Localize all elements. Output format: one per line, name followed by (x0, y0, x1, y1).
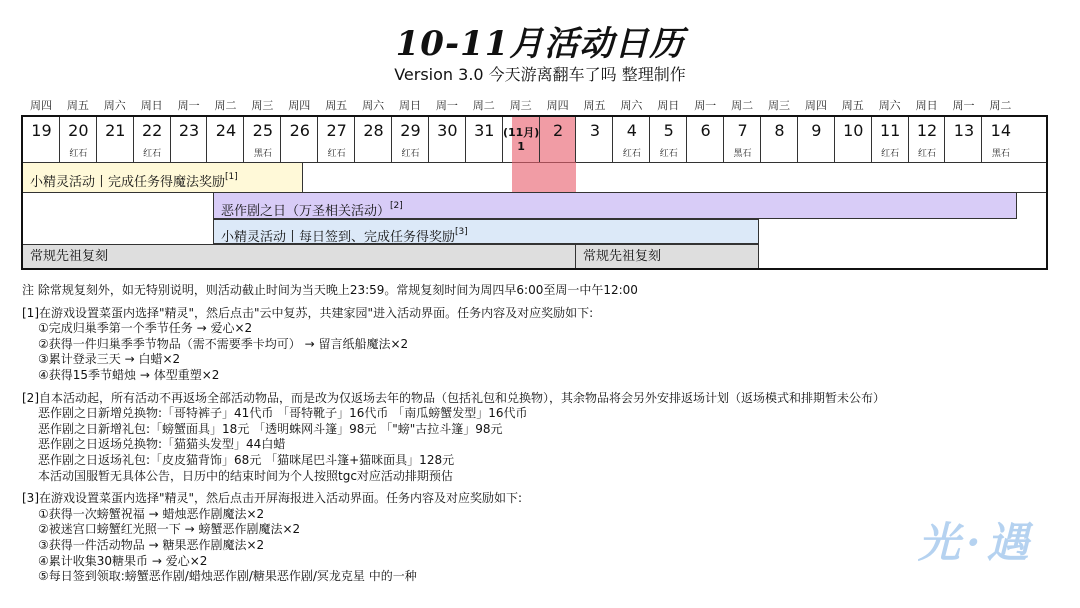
stone-badge: 黑石 (991, 149, 1010, 159)
date-number: 8 (774, 121, 785, 140)
notes-section (22, 283, 1062, 585)
event-ref: [2] (390, 201, 403, 211)
weekday-label: 周三 (251, 99, 274, 112)
date-number: 21 (105, 121, 126, 140)
weekday-label: 周六 (620, 99, 643, 112)
date-number: 12 (916, 121, 938, 140)
date-number: 4 (626, 121, 637, 140)
note-line: ③获得一件活动物品 → 糖果恶作剧魔法×2 (38, 537, 265, 552)
weekday-label: 周五 (841, 99, 864, 112)
date-number: 11 (879, 121, 901, 140)
stone-badge: 红石 (143, 149, 162, 159)
note-line: 恶作剧之日新增兑换物:「哥特裤子」41代币 「哥特靴子」16代币 「南瓜螃蟹发型」16代币 (38, 406, 528, 421)
date-number: 10 (843, 121, 864, 140)
weekday-label: 周三 (509, 99, 532, 112)
date-number: 13 (953, 121, 975, 140)
weekday-label: 周五 (325, 99, 348, 112)
watermark-logo: 光·遇 (918, 518, 1035, 567)
weekday-label: 周二 (472, 99, 495, 112)
date-number: 6 (700, 121, 711, 140)
note-line: 注 除常规复刻外，如无特别说明，则活动截止时间为当天晚上23:59。常规复刻时间为周四早6:00至周一中午12:00 (22, 283, 638, 297)
date-number: 20 (68, 121, 89, 140)
event-label: 常规先祖复刻 (583, 249, 662, 264)
note-line: ②获得一件归巢季季节物品（需不需要季卡均可） → 留言纸船魔法×2 (38, 336, 409, 351)
stone-badge: 红石 (659, 149, 678, 159)
event-bar-ancestor-rerun-2[interactable] (575, 244, 759, 268)
weekday-label: 周一 (177, 99, 200, 112)
date-number: 7 (737, 121, 748, 140)
stone-badge: 红石 (918, 149, 937, 159)
stone-badge: 黑石 (733, 149, 752, 159)
date-number: 5 (663, 121, 674, 140)
note-line: [3]在游戏设置菜蛋内选择"精灵"，然后点击开屏海报进入活动界面。任务内容及对应奖励如下: (22, 491, 523, 506)
page-subtitle: Version 3.0 今天游离翻车了吗 整理制作 (394, 65, 686, 84)
date-number: 19 (31, 121, 52, 140)
date-number: 31 (474, 121, 495, 140)
date-number: 23 (178, 121, 200, 140)
weekday-label: 周四 (804, 99, 827, 112)
date-number: 29 (400, 121, 421, 140)
weekday-label: 周六 (878, 99, 901, 112)
note-line: [2]自本活动起，所有活动不再返场全部活动物品，而是改为仅返场去年的物品（包括礼包和兑换物），其余物品将会另外安排返场计划（返场模式和排期暂未公布） (22, 390, 886, 405)
event-label: 小精灵活动丨每日签到、完成任务得奖励 (221, 230, 456, 244)
date-number: 3 (589, 121, 601, 140)
stone-badge: 红石 (881, 149, 900, 159)
date-number: (11月) 1 (502, 126, 540, 153)
event-ref: [3] (455, 227, 468, 237)
note-line: ②被迷宫口螃蟹红光照一下 → 螃蟹恶作剧魔法×2 (38, 522, 301, 537)
event-bar-ancestor-rerun[interactable] (23, 244, 577, 268)
weekday-label: 周五 (583, 99, 606, 112)
date-number: 2 (552, 121, 564, 140)
date-number: 22 (141, 121, 163, 140)
weekday-label: 周六 (362, 99, 385, 112)
stone-badge: 红石 (69, 149, 88, 159)
calendar-table (21, 115, 1048, 270)
weekday-label: 周四 (288, 99, 311, 112)
weekday-label: 周一 (694, 99, 717, 112)
weekday-label: 周日 (657, 99, 680, 112)
note-line: ④累计收集30糖果币 → 爱心×2 (38, 553, 208, 568)
stone-badge: 红石 (327, 149, 346, 159)
weekday-label: 周四 (30, 99, 52, 112)
weekday-label: 周日 (399, 99, 421, 112)
stone-badge: 黑石 (253, 149, 272, 159)
note-line: 恶作剧之日返场兑换物:「猫猫头发型」44白蜡 (38, 437, 286, 452)
date-number: 27 (326, 121, 347, 140)
weekday-label: 周五 (66, 99, 89, 112)
stone-badge: 红石 (401, 149, 420, 159)
page-title: 10-11月活动日历 (395, 24, 685, 64)
weekday-label: 周三 (768, 99, 790, 112)
date-number: 28 (363, 121, 384, 140)
event-bar-elf-tasks[interactable] (23, 163, 303, 192)
note-line: ①完成归巢季第一个季节任务 → 爱心×2 (38, 321, 253, 336)
date-number: 24 (215, 121, 237, 140)
date-number: 14 (990, 121, 1012, 140)
event-label: 恶作剧之日（万圣相关活动） (221, 204, 391, 219)
date-number: 9 (811, 121, 822, 140)
note-line: 恶作剧之日返场礼包:「皮皮猫背饰」68元 「猫咪尾巴斗篷+猫咪面具」128元 (38, 452, 455, 467)
stone-badge: 红石 (622, 149, 641, 159)
weekday-label: 周一 (952, 99, 975, 112)
note-line: 本活动国服暂无具体公告，日历中的结束时间为个人按照tgc对应活动排期预估 (38, 468, 453, 483)
note-line: ⑤每日签到领取:螃蟹恶作剧/蜡烛恶作剧/糖果恶作剧/冥龙克星 中的一种 (38, 569, 417, 584)
event-bar-prank-day[interactable] (213, 192, 1017, 219)
weekday-label: 周二 (731, 99, 754, 112)
weekday-label: 周二 (214, 99, 237, 112)
weekday-label: 周一 (435, 99, 458, 112)
weekday-label: 周日 (915, 99, 938, 112)
note-line: [1]在游戏设置菜蛋内选择"精灵"，然后点击"云中复苏，共建家园"进入活动界面。任务内容及对应奖励如下: (22, 305, 594, 320)
event-label: 常规先祖复刻 (30, 249, 109, 264)
weekday-label: 周日 (140, 99, 163, 112)
date-number: 25 (252, 121, 274, 140)
event-ref: [1] (225, 172, 238, 182)
event-label: 小精灵活动丨完成任务得魔法奖励 (30, 175, 226, 190)
weekday-label: 周六 (103, 99, 126, 112)
event-bar-elf-checkin[interactable] (213, 219, 759, 244)
note-line: ①获得一次螃蟹祝福 → 蜡烛恶作剧魔法×2 (38, 506, 265, 521)
weekday-label: 周四 (546, 99, 569, 112)
note-line: ③累计登录三天 → 白蜡×2 (38, 352, 181, 367)
date-number: 26 (289, 121, 310, 140)
note-line: 恶作剧之日新增礼包:「螃蟹面具」18元 「透明蛛网斗篷」98元 「"螃"古拉斗篷」98元 (38, 421, 503, 436)
note-line: ④获得15季节蜡烛 → 体型重塑×2 (38, 367, 220, 382)
weekday-label: 周二 (989, 99, 1012, 112)
date-number: 30 (437, 121, 458, 140)
